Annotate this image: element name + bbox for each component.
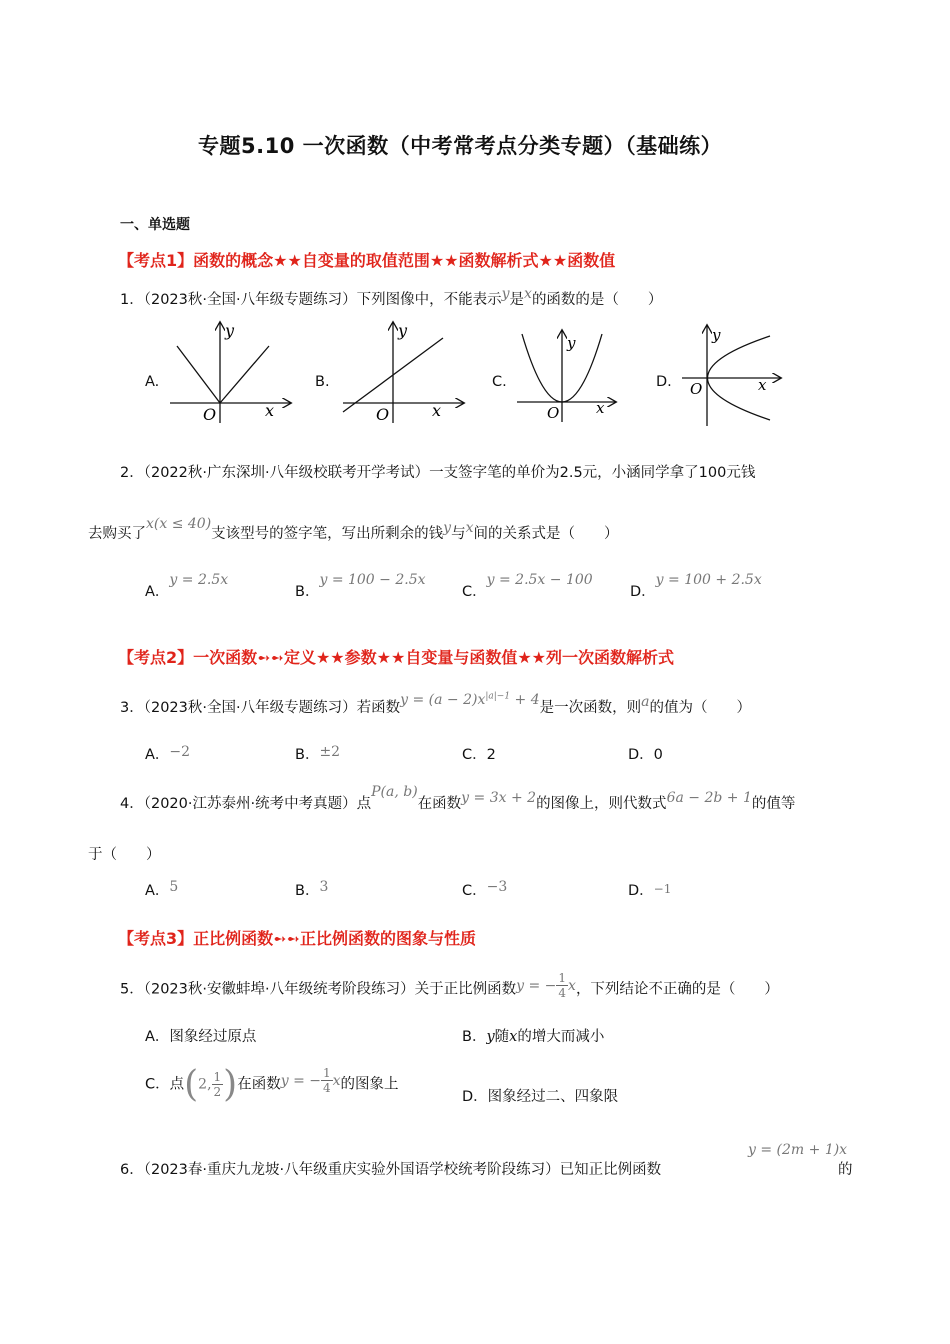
question-source: （2023秋·全国·八年级专题练习）	[143, 699, 357, 716]
graph-a-v-shape	[165, 318, 295, 428]
question-source: （2023秋·安徽蚌埠·八年级统考阶段练习）	[143, 981, 415, 998]
y-label: y	[398, 321, 408, 340]
q3-option-c[interactable]: C．2	[462, 747, 496, 763]
origin-label: O	[203, 405, 217, 424]
question-number: 1．	[120, 291, 144, 308]
question-number: 6．	[120, 1162, 144, 1178]
origin-label: O	[376, 405, 390, 424]
question-number: 4．	[120, 796, 144, 812]
page-title: 专题5.10 一次函数（中考常考点分类专题）（基础练）	[198, 134, 723, 158]
section-heading: 一、单选题	[120, 217, 190, 233]
y-label: y	[225, 321, 235, 340]
q1-option-b[interactable]: B.	[315, 374, 330, 390]
kaodian-3-heading: 【考点3】正比例函数➻➻正比例函数的图象与性质	[118, 929, 476, 948]
q4-option-b[interactable]: B．3	[295, 879, 329, 899]
q3-option-d[interactable]: D．0	[628, 747, 663, 763]
q5-option-a[interactable]: A．图象经过原点	[145, 1029, 257, 1045]
question-source: （2022秋·广东深圳·八年级校联考开学考试）	[143, 465, 430, 481]
question-2: 2．（2022秋·广东深圳·八年级校联考开学考试）一支签字笔的单价为2.5元，小涵同学拿了100元钱	[120, 465, 756, 481]
q2-option-a[interactable]: A．y = 2.5x	[145, 572, 229, 600]
q3-option-b[interactable]: B．±2	[295, 744, 341, 763]
q2-option-c[interactable]: C．y = 2.5x − 100	[462, 572, 593, 600]
v-curve	[177, 346, 269, 403]
question-source: （2023秋·全国·八年级专题练习）	[143, 291, 357, 308]
q4-option-a[interactable]: A．5	[145, 879, 179, 899]
origin-label: O	[547, 404, 560, 422]
question-4-line-2: 于（ ）	[88, 847, 161, 863]
q3-option-a[interactable]: A．−2	[145, 744, 191, 763]
y-label: y	[712, 326, 721, 344]
q5-option-d[interactable]: D．图象经过二、四象限	[462, 1089, 619, 1105]
graph-d-sideways-parabola	[680, 322, 790, 430]
question-source: （2020·江苏泰州·统考中考真题）	[143, 796, 357, 812]
question-number: 5．	[120, 981, 144, 998]
question-source: （2023春·重庆九龙坡·八年级重庆实验外国语学校统考阶段练习）	[143, 1162, 560, 1178]
graph-c-parabola	[512, 326, 622, 426]
q1-option-c[interactable]: C.	[492, 374, 507, 390]
q4-option-c[interactable]: C．−3	[462, 879, 508, 899]
q2-option-b[interactable]: B．y = 100 − 2.5x	[295, 572, 426, 600]
kaodian-2-heading: 【考点2】一次函数➻➻定义★★参数★★自变量与函数值★★列一次函数解析式	[118, 648, 675, 667]
x-label: x	[596, 399, 605, 417]
question-6: 6．（2023春·重庆九龙坡·八年级重庆实验外国语学校统考阶段练习）已知正比例函数	[120, 1162, 662, 1178]
x-label: x	[758, 376, 767, 394]
q6-formula: y = (2m + 1)x	[748, 1142, 848, 1158]
q4-option-d[interactable]: D．−1	[628, 882, 672, 899]
q5-option-b[interactable]: B．y随x的增大而减小	[462, 1029, 605, 1045]
origin-label: O	[690, 380, 703, 398]
q5-option-c[interactable]: C．点(2, $\frac{1}{2}$ )在函数y = − $\frac{1}{4}$ x的图象上	[145, 1064, 399, 1105]
graph-b-line	[338, 318, 468, 428]
x-label: x	[432, 401, 442, 420]
question-number: 3．	[120, 699, 144, 716]
question-1: 1．（2023秋·全国·八年级专题练习）下列图像中，不能表示$^y$是$^x$的函数的是（ ）	[120, 286, 663, 308]
question-5: 5．（2023秋·安徽蚌埠·八年级统考阶段练习）关于正比例函数y = − $\frac{1}{4}$ x，下列结论不正确的是（ ）	[120, 971, 779, 1000]
question-4: 4．（2020·江苏泰州·统考中考真题）点P(a, b)在函数y = 3x + 2的图像上，则代数式6a − 2b + 1的值等	[120, 784, 796, 812]
y-label: y	[567, 334, 576, 352]
q2-option-d[interactable]: D．y = 100 + 2.5x	[630, 572, 762, 600]
q1-option-a[interactable]: A.	[145, 374, 160, 390]
question-number: 2．	[120, 465, 144, 481]
x-label: x	[265, 401, 275, 420]
question-2-line-2: 去购买了x(x ≤ 40)支该型号的签字笔，写出所剩余的钱$^y$与$^x$间的关系式是（ ）	[88, 515, 619, 542]
q1-option-d[interactable]: D.	[656, 374, 672, 390]
question-6-tail: 的	[838, 1162, 853, 1178]
kaodian-1-heading: 【考点1】函数的概念★★自变量的取值范围★★函数解析式★★函数值	[118, 251, 616, 270]
question-3: 3．（2023秋·全国·八年级专题练习）若函数$y = (a - 2)x^{|a|-1} + 4$是一次函数，则$^a$的值为（ ）	[120, 691, 751, 716]
